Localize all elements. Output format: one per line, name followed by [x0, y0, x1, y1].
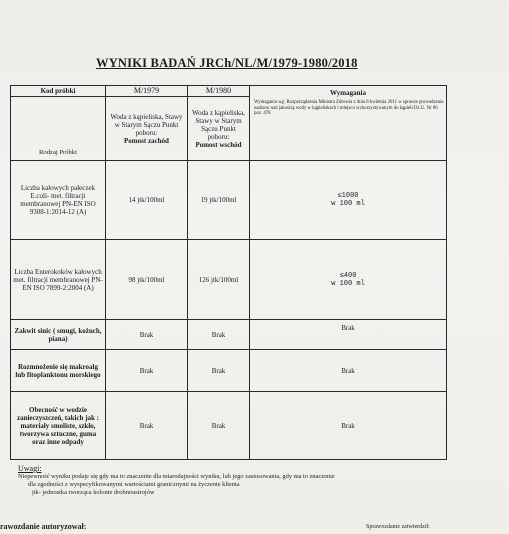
table-row — [11, 161, 447, 240]
requirements-reference: Wymagania wg: Rozporządzenia Ministra Zdrowia z dnia 8 kwietnia 2011 w sprawie prowadzenia nadzoru nad jakością wody w kąpieliskach i miejscu wykorzystywanym do kąpieli Dz.U. Nr 86 poz. 478 — [254, 100, 444, 117]
value-1979-ecoli: 14 jtk/100ml — [106, 161, 188, 240]
sample-type-label: Rodzaj Próbki — [11, 97, 106, 161]
requirement-ecoli-limit: ≤1000 — [337, 192, 359, 200]
table-row — [11, 392, 447, 460]
sample-1980-description — [188, 97, 250, 161]
param-pollution: Obecność w wodzie zanieczyszczeń, takich jak : materiały smoliste, szkło, tworzywa sztuczne, guma oraz inne odpady — [11, 392, 106, 460]
value-1980-ecoli: 19 jtk/100ml — [188, 161, 250, 240]
header-requirements-cell — [250, 86, 447, 161]
requirement-ecoli-unit: w 100 ml — [331, 200, 365, 208]
requirement-enterococci-unit: w 100 ml — [331, 279, 365, 288]
sample-1979-location: Woda z kąpieliska, Stawy w Starym Sączu Punkt poboru: — [110, 112, 183, 137]
value-1980-pollution: Brak — [188, 392, 250, 460]
document-title: WYNIKI BADAŃ JRCh/NL/M/1979-1980/2018 — [96, 56, 358, 70]
approved-by-label: Sprawozdanie zatwierdził: — [366, 524, 430, 530]
authorized-by-label: rawozdanie autoryzował: — [0, 522, 87, 531]
param-cyanobacteria: Zakwit sinic ( smugi, kożuch, piana) — [11, 320, 106, 350]
sample-1979-description — [106, 97, 188, 161]
requirement-cyanobacteria: Brak — [250, 320, 447, 350]
requirement-pollution: Brak — [250, 392, 447, 460]
requirement-enterococci-limit: ≤400 — [339, 271, 357, 280]
requirement-enterococci — [250, 240, 447, 320]
header-row — [11, 86, 447, 97]
notes-heading: Uwagi: — [18, 464, 42, 473]
header-sample-code: Kod próbki — [11, 86, 106, 97]
sample-1980-point: Pomost wschód — [195, 140, 242, 149]
table-row — [11, 240, 447, 320]
sample-1979-point: Pomost zachód — [124, 136, 169, 145]
value-1979-cyanobacteria: Brak — [106, 320, 188, 350]
requirement-macroalgae: Brak — [250, 350, 447, 392]
notes-line-compliance: dla zgodności z wyspecyfikowanymi wartościami granicznymi na życzenie klienta — [28, 481, 240, 488]
value-1979-enterococci: 98 jtk/100ml — [106, 240, 188, 320]
results-table — [10, 85, 447, 460]
header-m1979: M/1979 — [106, 86, 188, 97]
value-1980-cyanobacteria: Brak — [188, 320, 250, 350]
header-requirements: Wymagania — [330, 89, 366, 97]
value-1980-macroalgae: Brak — [188, 350, 250, 392]
param-macroalgae: Rozmnożenie się makroalg lub fitoplanktonu morskiego — [11, 350, 106, 392]
table-row — [11, 350, 447, 392]
notes-section — [18, 465, 488, 497]
notes-line-cfu: jtk- jednostka tworząca kolonie drobnoustrojów — [32, 489, 155, 496]
param-enterococci: Liczba Enterokoków kałowych met. filtracji membranowej PN- EN ISO 7899-2:2004 (A) — [11, 240, 106, 320]
value-1980-enterococci: 126 jtk/100ml — [188, 240, 250, 320]
table-row — [11, 320, 447, 350]
notes-line-uncertainty: Niepewność wyniku podaje się gdy ma to znaczenie dla miarodajności wyniku, lub jego zastosowania, gdy ma to znaczenie — [18, 473, 335, 480]
sample-1980-location: Woda z kąpieliska, Stawy w Starym Sączu Punkt poboru: — [192, 108, 245, 141]
param-ecoli: Liczba kałowych pałeczek E.coli- met. filtracji membranowej PN-EN ISO 9308-1:2014-12 (A) — [11, 161, 106, 240]
requirement-ecoli — [250, 161, 447, 240]
value-1979-pollution: Brak — [106, 392, 188, 460]
value-1979-macroalgae: Brak — [106, 350, 188, 392]
header-m1980: M/1980 — [188, 86, 250, 97]
